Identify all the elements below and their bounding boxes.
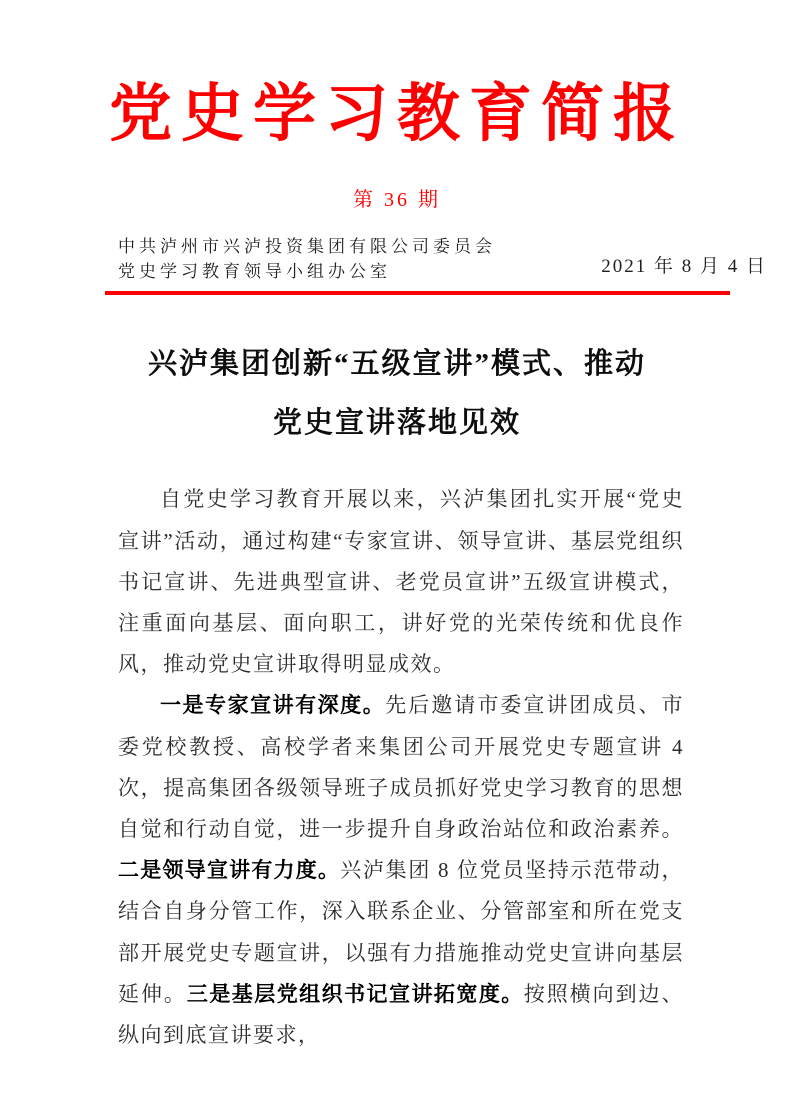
publish-date: 2021 年 8 月 4 日	[601, 255, 767, 277]
article-body	[118, 479, 684, 1056]
org-line-2: 党史学习教育领导小组办公室	[118, 262, 391, 282]
article-paragraph	[118, 479, 684, 685]
paragraph-text-run: 自党史学习教育开展以来，兴泸集团扎实开展“党史宣讲”活动，通过构建“专家宣讲、领导宣讲、基层党组织书记宣讲、先进典型宣讲、老党员宣讲”五级宣讲模式，注重面向基层、面向职工，讲好党的光荣传统和优良作风，推动党史宣讲取得明显成效。	[118, 487, 684, 677]
org-line-1: 中共泸州市兴泸投资集团有限公司委员会	[118, 237, 496, 257]
paragraph-bold-run: 三是基层党组织书记宣讲拓宽度。	[186, 982, 524, 1006]
masthead	[0, 80, 794, 295]
publication-info-row	[118, 234, 767, 284]
paragraph-text-run: 兴泸集团 8 位党员坚持示范带动，结合自身分管工作，深入联系企业、分管部室和所在党支部开展党史专题宣讲，以强有力措施推动党史宣讲向基层延伸。	[118, 858, 685, 1006]
masthead-title: 党史学习教育简报	[109, 79, 685, 149]
paragraph-text-run: 按照横向到边、纵向到底宣讲要求，	[118, 981, 684, 1047]
paragraph-text-run: 先后邀请市委宣讲团成员、市委党校教授、高校学者来集团公司开展党史专题宣讲 4 次，提高集团各级领导班子成员抓好党史学习教育的思想自觉和行动自觉，进一步提升自身政治站位和政治素养。	[118, 693, 685, 841]
red-divider-rule	[105, 291, 730, 295]
article-title-line-1: 兴泸集团创新“五级宣讲”模式、推动	[147, 348, 646, 381]
article-title-line-2: 党史宣讲落地见效	[272, 407, 521, 440]
paragraph-bold-run: 一是专家宣讲有深度。	[160, 694, 386, 718]
article-title	[40, 335, 754, 453]
article-paragraph	[118, 685, 684, 1056]
article	[0, 335, 794, 1056]
paragraph-bold-run: 二是领导宣讲有力度。	[118, 859, 341, 883]
issuing-organization	[118, 234, 496, 284]
issue-number: 第 36 期	[353, 189, 441, 212]
